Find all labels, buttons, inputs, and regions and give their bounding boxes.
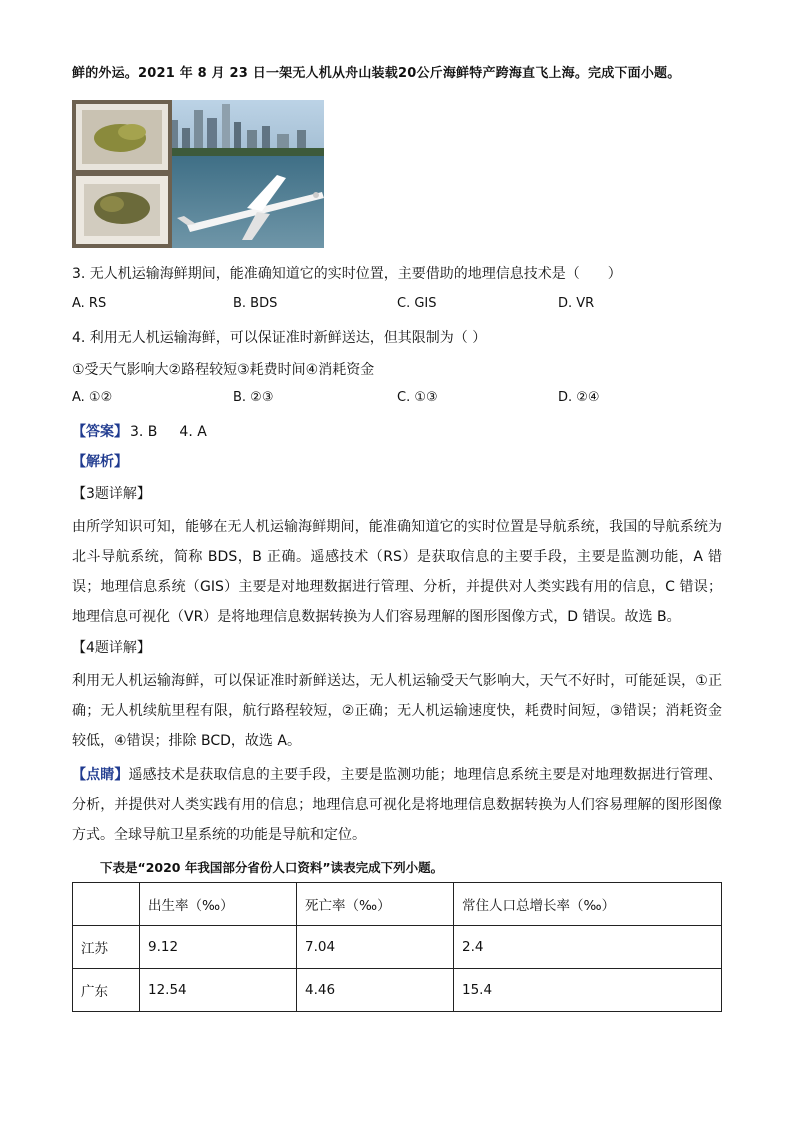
q3-option-a: A. RS xyxy=(72,296,107,311)
dianjing-label: 【点睛】 xyxy=(72,767,129,783)
question-4-statements: ①受天气影响大②路程较短③耗费时间④消耗资金 xyxy=(72,362,375,378)
analysis-label: 【解析】 xyxy=(72,454,128,470)
question-3-text: 3. 无人机运输海鲜期间，能准确知道它的实时位置，主要借助的地理信息技术是（ ） xyxy=(72,266,622,282)
population-table xyxy=(72,882,722,1012)
drone-seafood-photo xyxy=(72,100,324,248)
detail-4-body: 利用无人机运输海鲜，可以保证准时新鲜送达，无人机运输受天气影响大，天气不好时，可能延误，①正确；无人机续航里程有限，航行路程较短，②正确；无人机运输速度快，耗费时间短，③错误；消耗资金较低，④错误；排除 BCD，故选 A。 xyxy=(72,673,722,749)
table-cell: 江苏 xyxy=(73,926,140,969)
table-cell: 12.54 xyxy=(140,969,297,1012)
dianjing-body: 遥感技术是获取信息的主要手段，主要是监测功能；地理信息系统主要是对地理数据进行管理、分析，并提供对人类实践有用的信息；地理信息可视化是将地理信息数据转换为人们容易理解的图形图像方式。全球导航卫星系统的功能是导航和定位。 xyxy=(72,767,723,843)
drone-photo-illustration xyxy=(72,100,324,248)
table-cell: 4.46 xyxy=(297,969,454,1012)
q3-option-d: D. VR xyxy=(558,296,595,311)
table-header-row xyxy=(73,883,722,926)
answer-label: 【答案】 xyxy=(72,424,128,440)
dianjing-paragraph xyxy=(72,760,722,850)
table-header-cell: 常住人口总增长率（‰） xyxy=(454,883,722,926)
question-3-options xyxy=(72,296,632,316)
q3-option-c: C. GIS xyxy=(397,296,437,311)
table-header-cell: 出生率（‰） xyxy=(140,883,297,926)
answer-3: 3. B xyxy=(130,424,158,440)
detail-3-heading: 【3题详解】 xyxy=(72,486,151,502)
table-cell: 15.4 xyxy=(454,969,722,1012)
table-cell: 2.4 xyxy=(454,926,722,969)
detail-3-body: 由所学知识可知，能够在无人机运输海鲜期间，能准确知道它的实时位置是导航系统，我国的导航系统为北斗导航系统，简称 BDS，B 正确。遥感技术（RS）是获取信息的主要手段，主要是监测功能，A 错误；地理信息系统（GIS）主要是对地理数据进行管理、分析，并提供对人类实践有用的信息，C 错误；地理信息可视化（VR）是将地理信息数据转换为人们容易理解的图形图像方式，D 错误。故选 B。 xyxy=(72,519,722,625)
q4-option-a: A. ①② xyxy=(72,390,113,405)
q3-option-b: B. BDS xyxy=(233,296,278,311)
table-header-cell xyxy=(73,883,140,926)
q4-option-c: C. ①③ xyxy=(397,390,438,405)
table-cell: 9.12 xyxy=(140,926,297,969)
question-4-text: 4. 利用无人机运输海鲜，可以保证准时新鲜送达，但其限制为（ ） xyxy=(72,330,487,346)
question-4-options xyxy=(72,390,632,410)
table-row xyxy=(73,969,722,1012)
table-row xyxy=(73,926,722,969)
answer-line xyxy=(72,422,207,442)
table-header-cell: 死亡率（‰） xyxy=(297,883,454,926)
answer-4: 4. A xyxy=(179,424,207,440)
table-intro: 下表是“2020 年我国部分省份人口资料”读表完成下列小题。 xyxy=(100,860,444,875)
q4-option-b: B. ②③ xyxy=(233,390,274,405)
q4-option-d: D. ②④ xyxy=(558,390,600,405)
detail-4-heading: 【4题详解】 xyxy=(72,640,151,656)
table-cell: 广东 xyxy=(73,969,140,1012)
intro-text: 鲜的外运。2021 年 8 月 23 日一架无人机从舟山装载20公斤海鲜特产跨海直飞上海。完成下面小题。 xyxy=(72,66,681,81)
table-cell: 7.04 xyxy=(297,926,454,969)
